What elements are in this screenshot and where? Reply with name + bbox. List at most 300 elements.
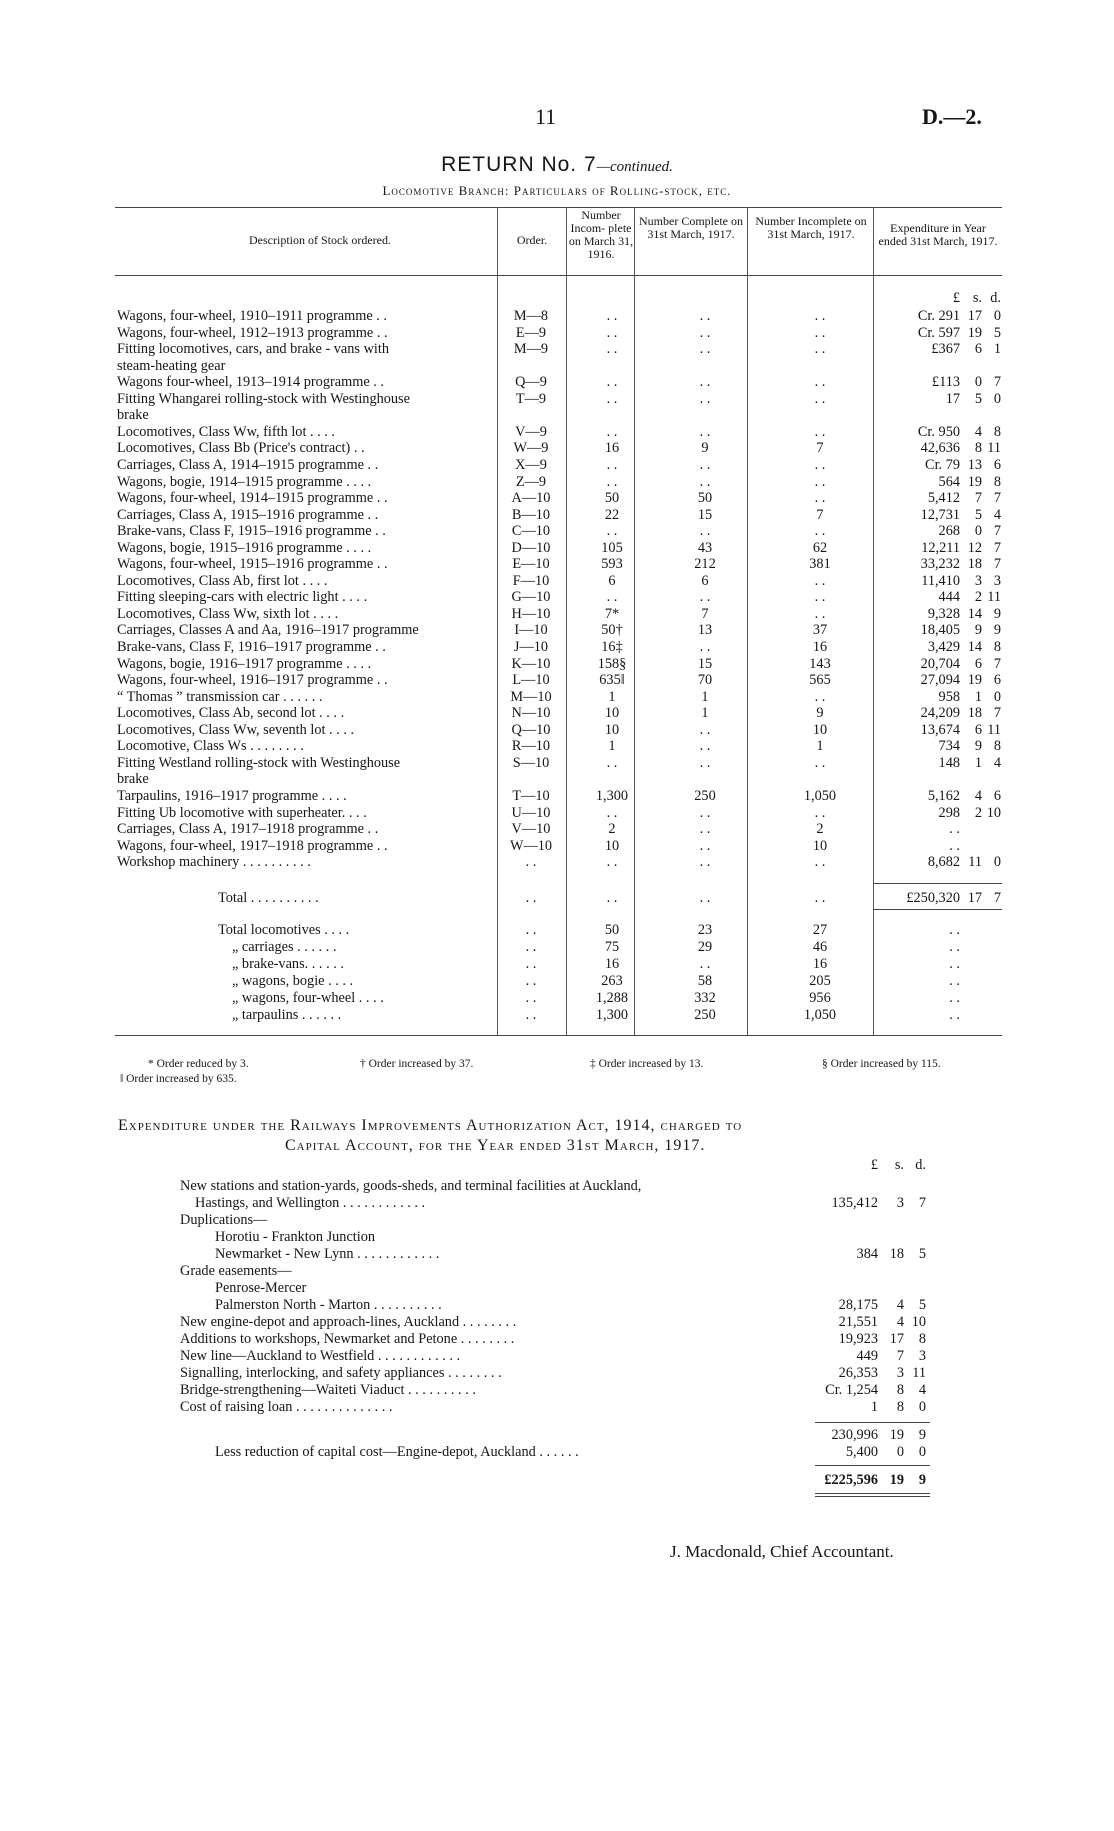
expenditure-item-pounds: 26,353 — [838, 1365, 878, 1381]
summary-incomplete-1916: 50 — [604, 922, 620, 938]
expenditure-item — [0, 1263, 1114, 1280]
row-incomplete-1916: . . — [606, 754, 618, 771]
shillings-label: s. — [972, 290, 982, 306]
row-incomplete-1917: . . — [814, 324, 826, 341]
expenditure-item-pounds: 135,412 — [831, 1195, 878, 1211]
row-shillings: 4 — [974, 423, 982, 440]
row-pounds: £113 — [931, 374, 960, 391]
table-row — [0, 589, 1114, 606]
table-row — [0, 308, 1114, 325]
row-pounds: Cr. 79 — [925, 456, 960, 473]
summary-expenditure: . . — [949, 956, 960, 972]
summary-incomplete-1916: 1,288 — [595, 990, 629, 1006]
summary-complete-1917: 29 — [697, 939, 713, 955]
expenditure-item-text: Hastings, and Wellington . . . . . . . . . . . . — [195, 1195, 426, 1211]
table-row — [0, 821, 1114, 838]
table-header-rule — [115, 275, 1002, 276]
expenditure-item-text: Cost of raising loan . . . . . . . . . . . . . . — [180, 1399, 393, 1415]
expenditure-item-shillings: 17 — [889, 1331, 904, 1347]
row-pence: 3 — [993, 572, 1001, 589]
table-row — [0, 573, 1114, 590]
row-order: Q—9 — [515, 374, 547, 391]
row-incomplete-1917: . . — [814, 423, 826, 440]
row-pence: 7 — [993, 374, 1001, 391]
row-incomplete-1917: 7 — [816, 440, 824, 457]
row-complete-1917: 43 — [697, 539, 713, 556]
row-incomplete-1917: . . — [814, 605, 826, 622]
row-incomplete-1916: 635‖ — [599, 672, 625, 689]
summary-expenditure: . . — [949, 973, 960, 989]
row-shillings: 12 — [967, 539, 982, 556]
less-reduction-text: Less reduction of capital cost—Engine-depot, Auckland . . . . . . — [215, 1444, 579, 1460]
table-row — [0, 474, 1114, 491]
row-incomplete-1916: 1,300 — [595, 787, 629, 804]
row-description: brake — [117, 407, 149, 424]
table-row — [0, 391, 1114, 408]
row-pence: 7 — [993, 539, 1001, 556]
row-incomplete-1916: 105 — [601, 539, 623, 556]
summary-expenditure: . . — [949, 939, 960, 955]
total-order: . . — [525, 890, 537, 906]
row-description: Wagons, bogie, 1914–1915 programme . . . . — [117, 473, 372, 490]
table-row — [0, 358, 1114, 375]
row-pounds: 11,410 — [921, 572, 960, 589]
row-complete-1917: 212 — [694, 556, 716, 573]
row-incomplete-1917: 37 — [812, 622, 828, 639]
row-incomplete-1916: 158§ — [597, 655, 627, 672]
row-order: I—10 — [514, 622, 548, 639]
row-complete-1917: 6 — [701, 572, 709, 589]
expenditure-item-text: New engine-depot and approach-lines, Auckland . . . . . . . . — [180, 1314, 517, 1330]
summary-complete-1917: . . — [699, 956, 711, 972]
expenditure-item — [0, 1382, 1114, 1399]
row-shillings: 1 — [974, 688, 982, 705]
row-shillings: 3 — [974, 572, 982, 589]
row-pence: 0 — [993, 854, 1001, 871]
expenditure-item-pence: 4 — [918, 1382, 926, 1398]
row-pence: 6 — [993, 672, 1001, 689]
row-incomplete-1916: 10 — [604, 837, 620, 854]
row-incomplete-1917: 10 — [812, 721, 828, 738]
row-complete-1917: 50 — [697, 490, 713, 507]
paper-reference: D.—2. — [922, 104, 982, 129]
total-complete-1917: . . — [699, 890, 711, 906]
footnote: † Order increased by 37. — [360, 1058, 474, 1070]
summary-order: . . — [525, 922, 537, 938]
row-pounds: 17 — [945, 390, 960, 407]
summary-order: . . — [525, 956, 537, 972]
row-description: Locomotives, Class Bb (Price's contract) . . — [117, 440, 365, 457]
row-shillings: 8 — [974, 440, 982, 457]
row-order: S—10 — [512, 754, 550, 771]
expenditure-item-shillings: 4 — [896, 1314, 904, 1330]
total-incomplete-1917: . . — [814, 890, 826, 906]
expenditure-item — [0, 1365, 1114, 1382]
row-pounds: 734 — [938, 738, 960, 755]
summary-label: „ brake-vans. . . . . . — [232, 956, 344, 972]
row-incomplete-1917: . . — [814, 754, 826, 771]
row-incomplete-1917: . . — [814, 390, 826, 407]
summary-complete-1917: 58 — [697, 973, 713, 989]
row-order: D—10 — [511, 539, 551, 556]
table-subtitle: Locomotive Branch: Particulars of Rolling-stock, etc. — [382, 183, 732, 198]
table-row — [0, 771, 1114, 788]
net-total-pounds: £225,596 — [824, 1472, 878, 1488]
row-shillings: 9 — [974, 738, 982, 755]
row-description: Wagons, four-wheel, 1915–1916 programme . . — [117, 556, 388, 573]
row-order: . . — [525, 854, 537, 871]
row-incomplete-1916: 16‡ — [601, 639, 623, 655]
row-shillings: 18 — [967, 556, 982, 573]
row-order: V—9 — [515, 423, 547, 440]
expenditure-item-pounds: 28,175 — [838, 1297, 878, 1313]
summary-incomplete-1916: 263 — [601, 973, 623, 989]
row-description: Carriages, Class A, 1917–1918 programme . . — [117, 821, 379, 838]
row-description: Locomotive, Class Ws . . . . . . . . — [117, 738, 304, 755]
row-order: V—10 — [511, 821, 551, 838]
row-shillings: 1 — [974, 754, 982, 771]
expenditure-item — [0, 1212, 1114, 1229]
row-pounds: 268 — [938, 523, 960, 540]
row-shillings: 14 — [967, 605, 982, 622]
row-incomplete-1917: . . — [814, 804, 826, 821]
net-total-row — [0, 1472, 1114, 1489]
row-shillings: 18 — [967, 705, 982, 722]
row-incomplete-1917: . . — [814, 589, 826, 606]
row-order: C—10 — [511, 523, 551, 540]
table-row — [0, 341, 1114, 358]
row-order: Z—9 — [515, 473, 547, 490]
row-order: L—10 — [512, 672, 550, 689]
row-description: Locomotives, Class Ww, seventh lot . . . . — [117, 721, 355, 738]
less-reduction-row — [0, 1444, 1114, 1461]
row-pence: 11 — [987, 721, 1001, 738]
row-order: Q—10 — [511, 721, 551, 738]
row-incomplete-1916: 10 — [604, 705, 620, 722]
return-title — [0, 153, 1114, 177]
summary-incomplete-1917: 956 — [809, 990, 831, 1006]
expenditure-item — [0, 1246, 1114, 1263]
row-pounds: 444 — [938, 589, 960, 606]
expenditure-item-shillings: 8 — [896, 1399, 904, 1415]
row-complete-1917: 15 — [697, 506, 713, 523]
expenditure-item — [0, 1297, 1114, 1314]
row-incomplete-1917: . . — [814, 308, 826, 324]
row-description: Fitting Westland rolling-stock with Westinghouse — [117, 754, 401, 771]
row-incomplete-1917: 2 — [816, 821, 824, 838]
table-row — [0, 556, 1114, 573]
row-description: brake — [117, 771, 149, 788]
expenditure-item-pence: 10 — [911, 1314, 926, 1330]
row-complete-1917: 13 — [697, 622, 713, 639]
total-rule — [873, 883, 1002, 884]
row-complete-1917: . . — [699, 589, 711, 606]
expenditure-item — [0, 1331, 1114, 1348]
row-pence: 0 — [993, 688, 1001, 705]
column-header-incomplete-1916: Number Incom- plete on March 31, 1916. — [568, 208, 634, 261]
expenditure-item — [0, 1229, 1114, 1246]
row-incomplete-1916: 1 — [608, 688, 616, 705]
expenditure-item — [0, 1348, 1114, 1365]
footnote: * Order reduced by 3. — [148, 1058, 249, 1070]
row-pounds: . . — [949, 821, 960, 838]
row-incomplete-1916: 16 — [604, 440, 620, 457]
row-complete-1917: . . — [699, 639, 711, 655]
table-row — [0, 457, 1114, 474]
expenditure-item-shillings: 3 — [896, 1195, 904, 1211]
row-incomplete-1916: 7* — [604, 605, 620, 622]
table-row — [0, 854, 1114, 871]
expenditure-item — [0, 1314, 1114, 1331]
total-pounds: £250,320 — [906, 890, 960, 906]
row-order: J—10 — [513, 639, 549, 655]
row-description: Workshop machinery . . . . . . . . . . — [117, 854, 311, 871]
row-pounds: 42,636 — [920, 440, 960, 457]
row-shillings: 2 — [974, 804, 982, 821]
expenditure-item — [0, 1178, 1114, 1195]
row-pounds: £367 — [931, 341, 960, 358]
row-pence: 7 — [993, 705, 1001, 722]
expenditure-item-pence: 5 — [918, 1297, 926, 1313]
table-top-rule — [115, 207, 1002, 208]
row-description: Tarpaulins, 1916–1917 programme . . . . — [117, 787, 347, 804]
summary-row — [0, 973, 1114, 990]
expenditure-item-pounds: 21,551 — [838, 1314, 878, 1330]
row-order: X—9 — [515, 456, 547, 473]
summary-expenditure: . . — [949, 990, 960, 1006]
expenditure-currency-row — [0, 1157, 1114, 1174]
row-description: “ Thomas ” transmission car . . . . . . — [117, 688, 323, 705]
expenditure-item-pence: 5 — [918, 1246, 926, 1262]
row-shillings: 9 — [974, 622, 982, 639]
summary-complete-1917: 250 — [694, 1007, 716, 1023]
table-row — [0, 490, 1114, 507]
summary-incomplete-1916: 16 — [604, 956, 620, 972]
expenditure-item-shillings: 8 — [896, 1382, 904, 1398]
expenditure-item-text: New stations and station-yards, goods-sheds, and terminal facilities at Auckland, — [180, 1178, 642, 1194]
row-incomplete-1917: . . — [814, 688, 826, 705]
row-pounds: 20,704 — [920, 655, 960, 672]
row-pence: 1 — [993, 341, 1001, 358]
row-incomplete-1916: . . — [606, 589, 618, 606]
row-shillings: 6 — [974, 341, 982, 358]
row-pounds: 8,682 — [927, 854, 960, 871]
row-incomplete-1916: . . — [606, 854, 618, 871]
subtotal-rule — [815, 1422, 930, 1423]
row-incomplete-1916: . . — [606, 390, 618, 407]
row-incomplete-1917: 1,050 — [803, 787, 837, 804]
table-row — [0, 805, 1114, 822]
footnote: ‖ Order increased by 635. — [120, 1073, 237, 1085]
row-description: Fitting locomotives, cars, and brake - vans with — [117, 341, 389, 358]
table-row — [0, 755, 1114, 772]
table-row — [0, 689, 1114, 706]
row-incomplete-1916: 50† — [601, 622, 623, 639]
row-description: Wagons four-wheel, 1913–1914 programme . . — [117, 374, 384, 391]
row-incomplete-1917: . . — [814, 473, 826, 490]
row-incomplete-1917: . . — [814, 523, 826, 540]
row-description: Locomotives, Class Ab, second lot . . . . — [117, 705, 345, 722]
row-complete-1917: . . — [699, 854, 711, 871]
table-bottom-rule — [115, 1035, 1002, 1036]
row-incomplete-1916: . . — [606, 473, 618, 490]
table-row — [0, 606, 1114, 623]
expenditure-subtotal — [0, 1427, 1114, 1444]
column-header-incomplete-1917: Number Incomplete on 31st March, 1917. — [755, 214, 867, 241]
row-description: Brake-vans, Class F, 1916–1917 programme . . — [117, 639, 386, 655]
pounds-label: £ — [952, 290, 960, 306]
summary-label: Total locomotives . . . . — [218, 922, 350, 938]
expenditure-item-pounds: 449 — [856, 1348, 878, 1364]
expenditure-item — [0, 1195, 1114, 1212]
table-row — [0, 788, 1114, 805]
row-pence: 0 — [993, 308, 1001, 324]
row-complete-1917: . . — [699, 804, 711, 821]
row-complete-1917: . . — [699, 374, 711, 391]
summary-label: „ carriages . . . . . . — [232, 939, 337, 955]
row-order: G—10 — [511, 589, 551, 606]
column-header-complete-1917: Number Complete on 31st March, 1917. — [639, 214, 743, 241]
footnote: § Order increased by 115. — [822, 1058, 941, 1070]
row-pence: 7 — [993, 490, 1001, 507]
row-pence: 8 — [993, 639, 1001, 655]
expenditure-item-pence: 11 — [912, 1365, 926, 1381]
row-incomplete-1916: 593 — [601, 556, 623, 573]
row-pounds: Cr. 597 — [917, 324, 960, 341]
row-pounds: 148 — [938, 754, 960, 771]
footnote: ‡ Order increased by 13. — [590, 1058, 704, 1070]
less-reduction-shillings: 0 — [896, 1444, 904, 1460]
row-incomplete-1916: 6 — [608, 572, 616, 589]
row-pence: 7 — [993, 556, 1001, 573]
row-description: Fitting Ub locomotive with superheater. . . . — [117, 804, 367, 821]
row-pence: 4 — [993, 506, 1001, 523]
row-incomplete-1917: 62 — [812, 539, 828, 556]
row-shillings: 2 — [974, 589, 982, 606]
expenditure-item-text: New line—Auckland to Westfield . . . . . . . . . . . . — [180, 1348, 461, 1364]
row-pounds: 18,405 — [920, 622, 960, 639]
summary-incomplete-1916: 75 — [604, 939, 620, 955]
summary-order: . . — [525, 1007, 537, 1023]
summary-row — [0, 922, 1114, 939]
row-complete-1917: . . — [699, 837, 711, 854]
row-incomplete-1917: . . — [814, 456, 826, 473]
row-pounds: 27,094 — [920, 672, 960, 689]
row-incomplete-1916: . . — [606, 308, 618, 324]
row-shillings: 5 — [974, 506, 982, 523]
row-pounds: . . — [949, 837, 960, 854]
summary-label: „ wagons, bogie . . . . — [232, 973, 354, 989]
summary-incomplete-1917: 27 — [812, 922, 828, 938]
table-row — [0, 838, 1114, 855]
row-incomplete-1917: . . — [814, 490, 826, 507]
row-shillings: 5 — [974, 390, 982, 407]
row-pounds: 12,731 — [920, 506, 960, 523]
expenditure-title-line1: Expenditure under the Railways Improvements Authorization Act, 1914, charged to — [118, 1117, 743, 1134]
row-pounds: 24,209 — [920, 705, 960, 722]
row-incomplete-1916: . . — [606, 523, 618, 540]
summary-incomplete-1917: 205 — [809, 973, 831, 989]
row-incomplete-1917: 16 — [812, 639, 828, 655]
row-pence: 0 — [993, 390, 1001, 407]
row-incomplete-1916: 22 — [604, 506, 620, 523]
row-complete-1917: . . — [699, 721, 711, 738]
row-order: M—10 — [510, 688, 552, 705]
row-order: E—10 — [512, 556, 550, 573]
row-order: B—10 — [511, 506, 551, 523]
summary-incomplete-1917: 1,050 — [803, 1007, 837, 1023]
row-pounds: 958 — [938, 688, 960, 705]
summary-expenditure: . . — [949, 1007, 960, 1023]
signature: J. Macdonald, Chief Accountant. — [670, 1542, 894, 1561]
row-pounds: 3,429 — [927, 639, 960, 655]
row-order: M—8 — [513, 308, 549, 324]
row-complete-1917: . . — [699, 390, 711, 407]
row-incomplete-1917: 9 — [816, 705, 824, 722]
row-incomplete-1917: . . — [814, 572, 826, 589]
expenditure-item-shillings: 3 — [896, 1365, 904, 1381]
row-pounds: 5,162 — [927, 787, 960, 804]
row-pence: 11 — [987, 589, 1001, 606]
currency-header-row — [0, 290, 1114, 307]
row-description: steam-heating gear — [117, 357, 226, 374]
expenditure-item-text: Penrose-Mercer — [215, 1280, 307, 1296]
expenditure-item-pence: 0 — [918, 1399, 926, 1415]
row-description: Locomotives, Class Ww, sixth lot . . . . — [117, 605, 339, 622]
row-pounds: Cr. 950 — [917, 423, 960, 440]
return-title-suffix: —continued. — [596, 159, 673, 175]
column-header-expenditure: Expenditure in Year ended 31st March, 1917. — [878, 221, 998, 248]
row-pence: 5 — [993, 324, 1001, 341]
column-header-description: Description of Stock ordered. — [249, 233, 391, 247]
row-description: Wagons, four-wheel, 1910–1911 programme . . — [117, 308, 388, 324]
row-description: Brake-vans, Class F, 1915–1916 programme . . — [117, 523, 386, 540]
row-description: Carriages, Classes A and Aa, 1916–1917 programme — [117, 622, 419, 639]
row-shillings: 0 — [974, 523, 982, 540]
summary-expenditure: . . — [949, 922, 960, 938]
row-order: U—10 — [511, 804, 551, 821]
row-order: M—9 — [513, 341, 549, 358]
expenditure-item-text: Horotiu - Frankton Junction — [215, 1229, 376, 1245]
return-title-main: RETURN No. 7 — [441, 153, 597, 176]
row-description: Locomotives, Class Ab, first lot . . . . — [117, 572, 328, 589]
row-pence: 8 — [993, 738, 1001, 755]
table-row — [0, 374, 1114, 391]
row-description: Wagons, four-wheel, 1916–1917 programme . . — [117, 672, 388, 689]
row-complete-1917: . . — [699, 523, 711, 540]
table-row — [0, 523, 1114, 540]
subtotal-pounds: 230,996 — [831, 1427, 878, 1443]
row-shillings: 4 — [974, 787, 982, 804]
table-row — [0, 507, 1114, 524]
summary-row — [0, 990, 1114, 1007]
expenditure-title-line2: Capital Account, for the Year ended 31st March, 1917. — [285, 1137, 706, 1154]
pence-label: d. — [990, 290, 1001, 306]
less-reduction-pounds: 5,400 — [845, 1444, 878, 1460]
row-order: W—10 — [509, 837, 553, 854]
row-incomplete-1917: 7 — [816, 506, 824, 523]
row-shillings: 6 — [974, 655, 982, 672]
row-pounds: 12,211 — [921, 539, 960, 556]
summary-incomplete-1917: 46 — [812, 939, 828, 955]
row-shillings: 19 — [967, 473, 982, 490]
row-description: Fitting sleeping-cars with electric light . . . . — [117, 589, 368, 606]
expenditure-item-text: Duplications— — [180, 1212, 268, 1228]
row-order: N—10 — [511, 705, 551, 722]
row-pounds: 13,674 — [920, 721, 960, 738]
row-shillings: 13 — [967, 456, 982, 473]
row-incomplete-1916: 1 — [608, 738, 616, 755]
